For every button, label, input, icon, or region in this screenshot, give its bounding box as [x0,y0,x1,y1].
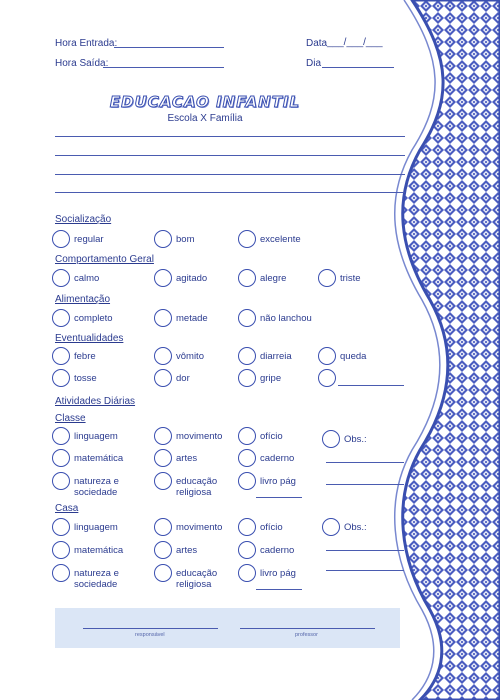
classe-educacao-religiosa-checkbox[interactable] [154,472,172,490]
casa-educacao-religiosa-checkbox[interactable] [154,564,172,582]
classe-artes-checkbox[interactable] [154,449,172,467]
signature-box [55,608,400,648]
option-label: tosse [74,373,97,384]
option-label: excelente [260,234,301,245]
note-line[interactable] [55,136,405,137]
classe-livro-checkbox[interactable] [238,472,256,490]
option-label: calmo [74,273,100,284]
option-label: dor [176,373,190,384]
hora-saida-label: Hora Saída: [55,58,109,69]
option-label: artes [176,453,198,464]
casa-obs-line[interactable] [326,550,404,551]
section-casa: Casa [55,503,79,514]
option-label: natureza e sociedade [74,476,119,498]
casa-matematica-checkbox[interactable] [52,541,70,559]
option-label: movimento [176,522,223,533]
option-label: matemática [74,453,124,464]
hora-saida-field[interactable] [103,67,224,68]
option-label: metade [176,313,208,324]
note-line[interactable] [55,192,405,193]
classe-obs-checkbox[interactable] [322,430,340,448]
option-label: matemática [74,545,124,556]
option-label: educação religiosa [176,568,218,590]
casa-livro-checkbox[interactable] [238,564,256,582]
option-label: completo [74,313,113,324]
socializacao-bom-checkbox[interactable] [154,230,172,248]
option-label: caderno [260,545,295,556]
professor-signature-line[interactable] [240,628,375,629]
option-label: regular [74,234,104,245]
casa-caderno-checkbox[interactable] [238,541,256,559]
alimentacao-nao-lanchou-checkbox[interactable] [238,309,256,327]
classe-natureza-checkbox[interactable] [52,472,70,490]
classe-livro-field[interactable] [256,497,302,498]
eventualidade-febre-checkbox[interactable] [52,347,70,365]
casa-movimento-checkbox[interactable] [154,518,172,536]
casa-obs-line[interactable] [326,570,404,571]
option-label: bom [176,234,195,245]
section-alimentacao: Alimentação [55,294,111,305]
dia-label: Dia [306,58,322,69]
casa-livro-field[interactable] [256,589,302,590]
socializacao-regular-checkbox[interactable] [52,230,70,248]
casa-natureza-checkbox[interactable] [52,564,70,582]
responsavel-label: responsável [135,632,165,638]
note-line[interactable] [55,174,405,175]
eventualidade-vomito-checkbox[interactable] [154,347,172,365]
eventualidade-dor-checkbox[interactable] [154,369,172,387]
option-label: diarreia [260,351,292,362]
option-label: linguagem [74,431,118,442]
option-label: livro pág [260,568,296,579]
hora-entrada-field[interactable] [114,47,224,48]
page-title: EDUCACAO INFANTIL [109,93,301,111]
eventualidade-tosse-checkbox[interactable] [52,369,70,387]
alimentacao-metade-checkbox[interactable] [154,309,172,327]
option-label: vômito [176,351,204,362]
option-label: artes [176,545,198,556]
classe-linguagem-checkbox[interactable] [52,427,70,445]
option-label: agitado [176,273,208,284]
eventualidade-outra-checkbox[interactable] [318,369,336,387]
casa-oficio-checkbox[interactable] [238,518,256,536]
section-eventualidades: Eventualidades [55,333,124,344]
classe-caderno-checkbox[interactable] [238,449,256,467]
casa-linguagem-checkbox[interactable] [52,518,70,536]
comportamento-triste-checkbox[interactable] [318,269,336,287]
option-label: educação religiosa [176,476,218,498]
comportamento-alegre-checkbox[interactable] [238,269,256,287]
eventualidade-gripe-checkbox[interactable] [238,369,256,387]
option-label: ofício [260,522,283,533]
obs-label: Obs.: [344,522,367,533]
classe-oficio-checkbox[interactable] [238,427,256,445]
classe-matematica-checkbox[interactable] [52,449,70,467]
option-label: queda [340,351,367,362]
data-field[interactable]: ___/___/___ [327,37,383,48]
casa-obs-checkbox[interactable] [322,518,340,536]
eventualidade-queda-checkbox[interactable] [318,347,336,365]
option-label: alegre [260,273,287,284]
responsavel-signature-line[interactable] [83,628,218,629]
casa-artes-checkbox[interactable] [154,541,172,559]
socializacao-excelente-checkbox[interactable] [238,230,256,248]
option-label: natureza e sociedade [74,568,119,590]
hora-entrada-label: Hora Entrada: [55,38,118,49]
classe-obs-line[interactable] [326,462,404,463]
page-subtitle: Escola X Família [167,113,243,124]
comportamento-agitado-checkbox[interactable] [154,269,172,287]
option-label: ofício [260,431,283,442]
classe-movimento-checkbox[interactable] [154,427,172,445]
data-label: Data [306,38,328,49]
alimentacao-completo-checkbox[interactable] [52,309,70,327]
section-classe: Classe [55,413,86,424]
option-label: movimento [176,431,223,442]
option-label: febre [74,351,96,362]
option-label: linguagem [74,522,118,533]
comportamento-calmo-checkbox[interactable] [52,269,70,287]
dia-field[interactable] [322,67,394,68]
section-socializacao: Socialização [55,214,112,225]
professor-label: professor [295,632,318,638]
option-label: caderno [260,453,295,464]
obs-label: Obs.: [344,434,367,445]
section-comportamento: Comportamento Geral [55,254,154,265]
eventualidade-diarreia-checkbox[interactable] [238,347,256,365]
eventualidade-outra-field[interactable] [338,385,404,386]
note-line[interactable] [55,155,405,156]
option-label: gripe [260,373,282,384]
option-label: não lanchou [260,313,312,324]
classe-obs-line[interactable] [326,484,404,485]
section-atividades: Atividades Diárias [55,396,136,407]
option-label: livro pág [260,476,296,487]
option-label: triste [340,273,361,284]
